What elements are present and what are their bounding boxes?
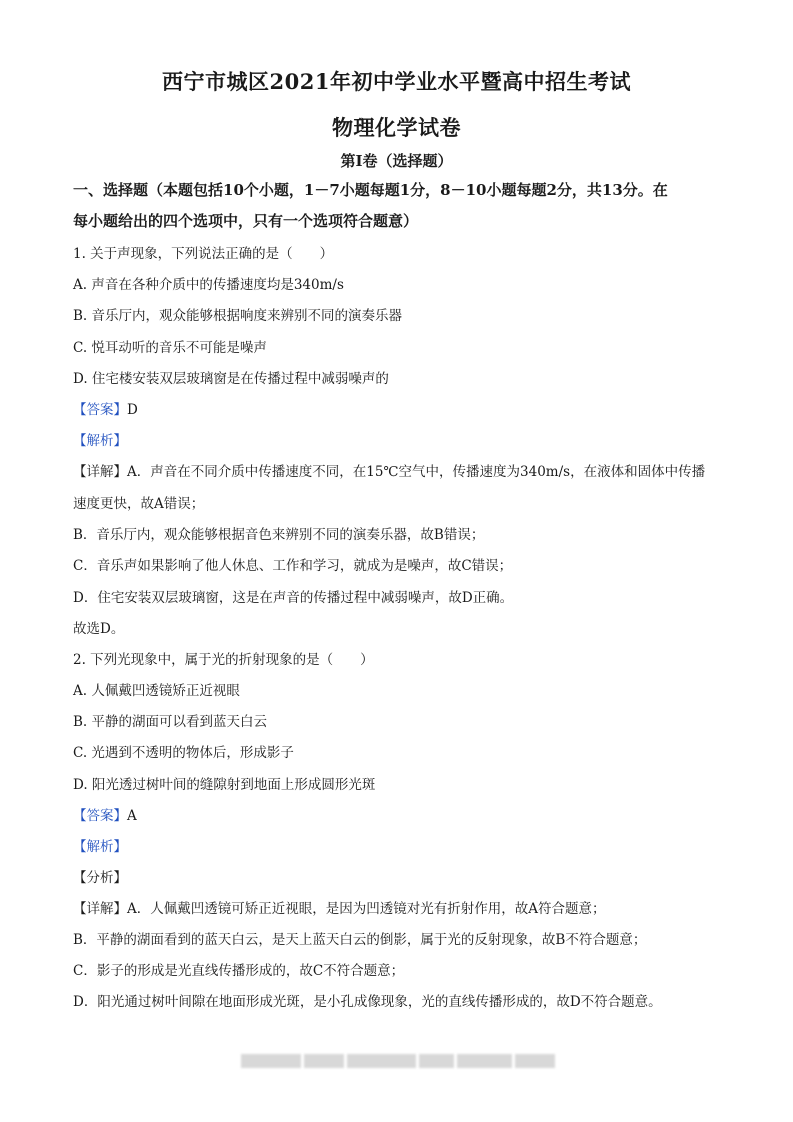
q2-answer-value: A bbox=[127, 808, 137, 824]
blurred-watermark bbox=[241, 1053, 555, 1069]
q1-analysis-tag bbox=[73, 431, 733, 451]
detail-tag: 【详解】 bbox=[73, 901, 127, 917]
q2-detail-a-text: A．人佩戴凹透镜可矫正近视眼，是因为凹透镜对光有折射作用，故A符合题意； bbox=[127, 901, 606, 917]
answer-tag: 【答案】 bbox=[73, 402, 127, 418]
q2-answer bbox=[73, 806, 733, 826]
q1-answer bbox=[73, 400, 733, 420]
q2-analysis-tag bbox=[73, 837, 733, 857]
analysis-tag: 【解析】 bbox=[73, 433, 127, 449]
q1-detail-a-line2: 速度更快，故A错误； bbox=[73, 496, 205, 512]
q1-option-d: D. 住宅楼安装双层玻璃窗是在传播过程中减弱噪声的 bbox=[73, 371, 389, 387]
q2-option-a: A. 人佩戴凹透镜矫正近视眼 bbox=[73, 683, 240, 699]
q2-detail-c: C．影子的形成是光直线传播形成的，故C不符合题意； bbox=[73, 963, 405, 979]
q2-detail-b: B．平静的湖面看到的蓝天白云，是天上蓝天白云的倒影，属于光的反射现象，故B不符合题意； bbox=[73, 932, 647, 948]
q1-detail-b: B．音乐厅内，观众能够根据音色来辨别不同的演奏乐器，故B错误； bbox=[73, 527, 485, 543]
q2-detail-d: D．阳光通过树叶间隙在地面形成光斑，是小孔成像现象，光的直线传播形成的，故D不符合题意。 bbox=[73, 994, 662, 1010]
q1-option-a: A. 声音在各种介质中的传播速度均是340m/s bbox=[73, 277, 344, 293]
q1-detail-a-line1 bbox=[73, 462, 733, 482]
q2-option-c: C. 光遇到不透明的物体后，形成影子 bbox=[73, 745, 294, 761]
exam-title: 西宁市城区2021年初中学业水平暨高中招生考试 bbox=[162, 69, 631, 94]
part-heading: 第Ⅰ卷（选择题） bbox=[340, 152, 453, 170]
q1-option-c: C. 悦耳动听的音乐不可能是噪声 bbox=[73, 340, 267, 356]
analysis-tag: 【解析】 bbox=[73, 839, 127, 855]
q1-detail-d: D．住宅安装双层玻璃窗，这是在声音的传播过程中减弱噪声，故D正确。 bbox=[73, 590, 514, 606]
q2-detail-a bbox=[73, 899, 733, 919]
section-instruction-line2: 每小题给出的四个选项中，只有一个选项符合题意） bbox=[73, 212, 419, 230]
detail-tag: 【详解】 bbox=[73, 464, 127, 480]
q2-stem: 2. 下列光现象中，属于光的折射现象的是（ ） bbox=[73, 652, 374, 668]
section-instruction-line1: 一、选择题（本题包括10个小题，1－7小题每题1分，8－10小题每题2分，共13分。在 bbox=[73, 181, 668, 199]
q1-answer-value: D bbox=[127, 402, 138, 418]
answer-tag: 【答案】 bbox=[73, 808, 127, 824]
q1-stem: 1. 关于声现象，下列说法正确的是（ ） bbox=[73, 246, 334, 262]
q1-detail-a-text: A．声音在不同介质中传播速度不同，在15℃空气中，传播速度为340m/s，在液体和固体中传播 bbox=[127, 464, 706, 480]
q2-fenxi-tag: 【分析】 bbox=[73, 870, 127, 886]
q2-option-b: B. 平静的湖面可以看到蓝天白云 bbox=[73, 714, 268, 730]
q1-detail-c: C．音乐声如果影响了他人休息、工作和学习，就成为是噪声，故C错误； bbox=[73, 558, 513, 574]
exam-subtitle: 物理化学试卷 bbox=[332, 115, 461, 140]
q2-option-d: D. 阳光透过树叶间的缝隙射到地面上形成圆形光斑 bbox=[73, 777, 376, 793]
q1-option-b: B. 音乐厅内，观众能够根据响度来辨别不同的演奏乐器 bbox=[73, 308, 403, 324]
q1-conclusion: 故选D。 bbox=[73, 621, 125, 637]
